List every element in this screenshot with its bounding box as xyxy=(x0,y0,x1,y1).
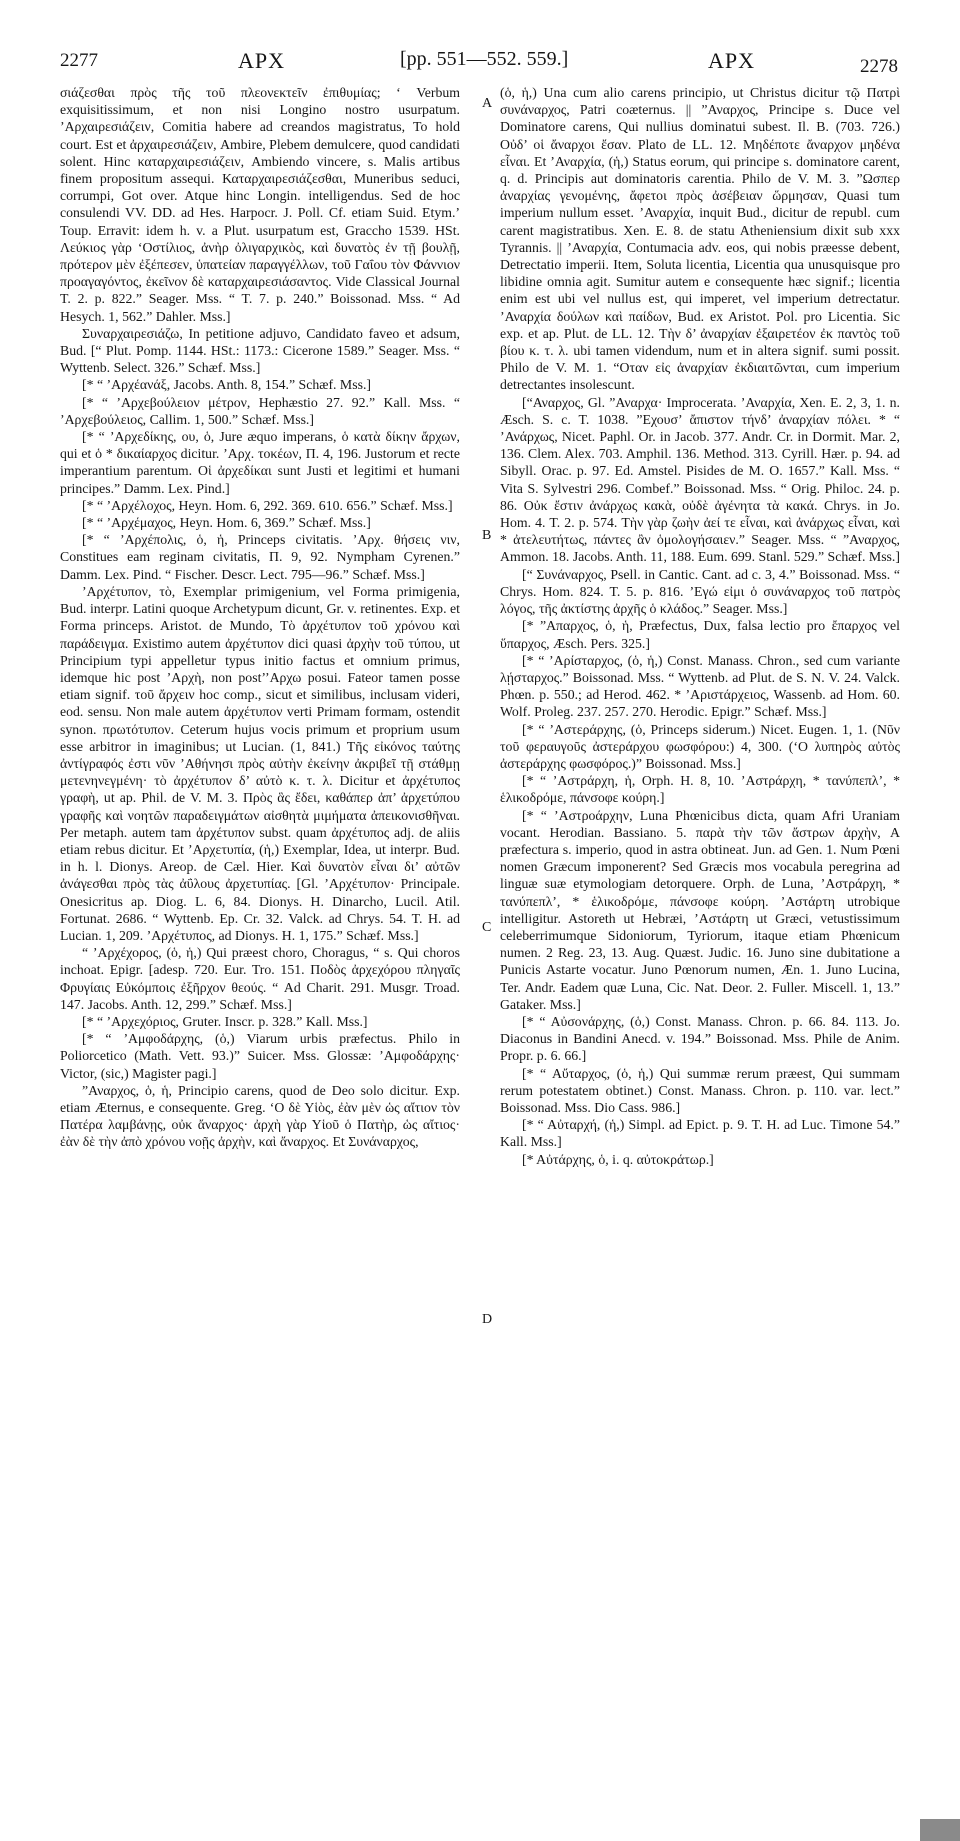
entry-paragraph: (ὁ, ἡ,) Una cum alio carens principio, ut Christus dicitur τῷ Πατρὶ συνάναρχος, Patri coæternus. || ”Αναρχος, Principe s. Duce vel Dominatore carens, Qui nullius dominatui subest. Il. B. (703. 726.) Οὐδ’ οἱ ἄναρχοι ἔσαν. Plato de LL. 12. Μηδέποτε ἄναρχον μηδένα εἶναι. Et ’Αναρχία, (ἡ,) Status eorum, qui principe s. dominatore carent, q. d. Principis aut dominatoris carentia. Philo de V. M. 3. ”Ωσπερ ἀναρχίας γενομένης, ἄφετοι πρὸς ἀσέβειαν ὥρμησαν, Quasi tum imperium nullum esset. ’Αναρχία, inquit Bud., dicitur de republ. cum carent magistratibus. Xen. E. 8. de statu Atheniensium dixit sub xxx Tyrannis. || ’Αναρχία, Contumacia adv. eos, qui nobis præesse debent, Detrectatio imperii. Item, Soluta licentia, Licentia qua unusquisque pro libidine omnia agit. Sumitur autem e consequente hæc signif.; licentia enim est ubi vel nullus est, qui imperet, vel imperium detrectatur. ’Αναρχία δούλων καὶ παίδων, Bud. ex Aristot. Pol. pro Licentia. Sic exp. et ap. Plut. de LL. 12. Τὴν δ’ ἀναρχίαν ἐξαιρετέον ἐκ παντὸς τοῦ βίου κ. τ. λ. ubi tamen videndum, num et in altera signif. sumi possit. Philo de V. M. 1. “Οταν εἰς ἀναρχίαν ἐκδιαιτῶνται, cum imperium detrectantes insolescunt. xyxy=(500,85,900,393)
entry-paragraph: [* “ ’Αρχέπολις, ὁ, ἡ, Princeps civitatis. ’Αρχ. θήσεις νιν, Constitues eam reginam civitatis, Π. 9, 92. Nympham Cyrenen.” Damm. Lex. Pind. “ Fischer. Descr. Lect. 795—96.” Schæf. Mss.] xyxy=(60,532,460,582)
entry-paragraph: [“Αναρχος, Gl. ”Αναρχα· Improcerata. ’Αναρχία, Xen. E. 2, 3, 1. n. Æsch. S. c. T. 1038. ”Εχουσ’ ἄπιστον τήνδ’ ἀναρχίαν πόλει. * “ ’Ανάρχως, Nicet. Paphl. Or. in Jacob. 377. Andr. Cr. in Dormit. Mar. 2, 136. Clem. Alex. 703. Amphil. 136. Method. 313. Cyrill. Hær. p. 94. ad Sibyll. Orac. p. 97. Ed. Amstel. Pisides de M. O. 1657.” Kall. Mss. “ Vita S. Sylvestri 296. Combef.” Boissonad. Mss. “ Orig. Philoc. 24. p. 86. Οὐκ ἔστιν ἀνάρχως κακὰ, οὐδὲ ἀγένητα τὰ κακά. Chrys. in Jo. Hom. 4. T. 2. p. 574. Τὴν γὰρ ζωὴν ἀεί τε εἶναι, καὶ ἀνάρχως εἶναι, καὶ * ἀτελευτήτως, πάντες ἂν ὁμολογήσαιεν.” Seager. Mss. “ ”Αναρχος, Ammon. 18. Jacobs. Anth. 11, 188. Eum. 699. Stanl. 529.” Schæf. Mss.] xyxy=(500,394,900,565)
entry-paragraph: [* “ ’Αστράρχη, ἡ, Orph. H. 8, 10. ’Αστράρχη, * τανύπεπλ’, * ἑλικοδρόμε, πάνσοφε κούρη.] xyxy=(500,773,900,806)
left-running-headword: ΑΡΧ xyxy=(238,48,286,73)
entry-paragraph: [* “ ’Αρχεδίκης, ου, ὁ, Jure æquo imperans, ὁ κατὰ δίκην ἄρχων, qui et ὁ * δικαίαρχος dicitur. ’Αρχ. τοκέων, Π. 4, 196. Justorum et recte imperantium parentum. Οἱ ἀρχεδίκαι sunt Justi et legitimi et humani principes.” Damm. Lex. Pind.] xyxy=(60,429,460,496)
margin-section-letter-a: A xyxy=(482,96,493,111)
entry-paragraph: [* “ ’Αρχέανάξ, Jacobs. Anth. 8, 154.” Schæf. Mss.] xyxy=(82,377,371,393)
page-range: [pp. 551—552. 559.] xyxy=(400,48,569,70)
entry-paragraph: [* “ Αὔταρχος, (ὁ, ἡ,) Qui summæ rerum præest, Qui summam rerum potestatem obtinet.) Const. Manass. Chron. p. 110. var. lect.” Boissonad. Mss. Dio Cass. 986.] xyxy=(500,1065,900,1115)
right-running-headword: ΑΡΧ xyxy=(708,48,756,73)
entry-paragraph: ’Αρχέτυπον, τὸ, Exemplar primigenium, vel Forma primigenia, Bud. interpr. Latini quoque Archetypum dicunt, Gr. v. retinentes. Exp. et Forma princeps. Aristot. de Mundo, Τὸ ἀρχέτυπον τοῦ χρόνου καὶ παράδειγμα. Existimo autem ἀρχέτυπον dici quasi ἀρχὴν τοῦ τύπου, ut Principium typi appelletur typus initio factus et omnium primus, idemque hic post ’Αρχὴ, non post’’Αρχω posui. Fateor tamen posse etiam signif. τοῦ ἄρχειν hoc comp., sicut et similibus, inclusam videri, eod. sensu. Non male autem ἀρχέτυπον verti Primam formam, ostendit synon. πρωτότυπον. Ceterum hujus vocis primum et proprium usum esse arbitror in imaginibus; ut Lucian. (1, 841.) Τῆς εἰκόνος ταύτης ἀντίγραφός ἐστι νῦν ’Αθήνησι πρὸς αὐτὴν ἐκείνην ἀκριβεῖ τῇ στάθμῃ μετενηνεγμένη· τὸ ἀρχέτυπον δ’ αὐτὸ κ. τ. λ. Dicitur et ἀρχέτυπος γραφὴ, ut ap. Phil. de V. M. 3. Πρὸς ἃς ἔδει, καθάπερ ἀπ’ ἀρχετύπου γραφῆς καὶ νοητῶν παραδειγμάτων αἰσθητὰ μιμήματα ἀπεικονισθῆναι. Per metaph. autem tam ἀρχέτυπον subst. quam ἀρχέτυπος adj. de aliis etiam rebus dicitur. Et ’Αρχετυπία, (ἡ,) Exemplar, Idea, ut interpr. Bud. in h. l. Dionys. Areop. de Cæl. Hier. Καὶ δυνατὸν εἶναι δι’ αὐτῶν ἀνάγεσθαι πρὸς τὰς ἀΰλους ἀρχετυπίας. [Gl. ’Αρχέτυπον· Principale. Onesicritus ap. Diog. L. 6, 84. Dionys. H. Dinarcho, Lucil. Atil. Fortunat. 2686. “ Wyttenb. Ep. Cr. 32. Valck. ad Chrys. 54. T. H. ad Lucian. 1, 209. ’Αρχέτυπος, ad Dionys. H. 1, 175.” Schæf. Mss.] xyxy=(60,583,460,943)
margin-section-letter-c: C xyxy=(482,920,492,935)
entry-paragraph: [* “ ’Αρχεβούλειον μέτρον, Hephæstio 27. 92.” Kall. Mss. “ ’Αρχεβούλειος, Callim. 1, 500.” Schæf. Mss.] xyxy=(60,394,460,427)
right-page-number: 2278 xyxy=(860,56,898,77)
left-page-number: 2277 xyxy=(60,50,98,71)
entry-paragraph: [* “ ’Αρχέμαχος, Heyn. Hom. 6, 369.” Schæf. Mss.] xyxy=(82,515,371,531)
right-column xyxy=(500,84,900,1829)
page-header xyxy=(0,0,960,84)
entry-paragraph: [* “ ’Αρχεχόριος, Gruter. Inscr. p. 328.” Kall. Mss.] xyxy=(82,1013,368,1029)
entry-paragraph: [“ Συνάναρχος, Psell. in Cantic. Cant. ad c. 3, 4.” Boissonad. Mss. “ Chrys. Hom. 824. T. 5. p. 816. ’Εγώ εἰμι ὁ συνάναρχος τοῦ πατρὸς λόγος, τῆς ἀκτίστης ἀρχῆς ὁ κλάδος.” Seager. Mss.] xyxy=(500,566,900,617)
scan-edge-mark xyxy=(920,1819,960,1841)
entry-paragraph: [* ”Απαρχος, ὁ, ἡ, Præfectus, Dux, falsa lectio pro ἔπαρχος vel ὕπαρχος, Æsch. Pers. 325.] xyxy=(500,618,900,651)
entry-paragraph: [* “ ’Αστροάρχην, Luna Phœnicibus dicta, quam Afri Uraniam vocant. Herodian. Bassiano. 5. παρὰ τὴν τῶν ἄστρων ἀρχὴν, A præfectura s. imperio, quod in astra obtineat. Jun. ad Gen. 1. Num Pœni nomen Græcum imponerent? Sed Græcis mos vocabula peregrina ad linguæ suæ etymologiam detorquere. Orph. de Luna, ’Αστράρχη, * τανύπεπλ’, * ἑλικοδρόμε, πάνσοφε κούρη. ’Αστάρτη utrobique intelligitur. Astoreth ut Hebræi, ’Αστάρτη ut Græci, vetustissimum celeberrimumque Sidoniorum, Tyriorum, itaque etiam Phœnicum numen. 2 Reg. 23, 13. Aug. Quæst. Judic. 16. Juno sine dubitatione a Punicis Astarte vocatur. Juno Pœnorum numen, Æn. 1. Juno Lucina, Ter. Andr. Eadem quæ Luna, Cic. Nat. Deor. 2. Fuller. Miscell. 1, 13.” Gataker. Mss.] xyxy=(500,807,900,1012)
margin-section-letter-d: D xyxy=(482,1312,493,1327)
entry-paragraph: [* “ ’Αρίσταρχος, (ὁ, ἡ,) Const. Manass. Chron., sed cum variante λῄσταρχος.” Boissonad. Mss. “ Wyttenb. ad Plut. de S. N. V. 24. Valck. Phœn. p. 550.; ad Herod. 462. * ’Αριστάρχειος, Wassenb. ad Hom. 60. Wolf. Proleg. 237. 257. 270. Herodic. Epigr.” Schæf. Mss.] xyxy=(500,652,900,720)
entry-paragraph: σιάζεσθαι πρὸς τῆς τοῦ πλεονεκτεῖν ἐπιθυμίας; ‘ Verbum exquisitissimum, et non nisi Longino nostro usurpatum. ’Αρχαιρεσιάζειν, Comitia habere ad creandos magistratus, To hold court. Est et ἀρχαιρεσιάζειν, Ambire, Plebem demulcere, quod candidati solent. Hinc καταρχαιρεσιάζειν, Ambiendo vincere, s. Malis artibus finem propositum assequi. Καταρχαιρεσιάζεσθαι, Muneribus seduci, corrumpi, Got over. Atque hinc Longin. intelligendus. Sed de hoc consulendi VV. DD. ad Hes. Harpocr. J. Poll. Cf. etiam Suid. Etym.’ Toup. Erravit: idem h. v. a Plut. usurpatum est, Graccho 1539. HSt. Λεύκιος γὰρ ‘Οστίλιος, ἀνὴρ ὀλιγαρχικὸς, καὶ δυνατὸς ἐν τῇ βουλῇ, πρότερον μὲν ἐξέπεσεν, ὑπατείαν παραγγέλλων, τοῦ Γαΐου τὸν Φάννιον προαγαγόντος, ἐκεῖνον δὲ καταρχαιρεσιάσαντος. Vide Classical Journal T. 2. p. 822.” Seager. Mss. “ T. 7. p. 240.” Boissonad. Mss. “ Ad Hesych. 1, 562.” Dahler. Mss.] xyxy=(60,85,460,324)
entry-paragraph: [* “ Αὐσονάρχης, (ὁ,) Const. Manass. Chron. p. 66. 84. 113. Jo. Diaconus in Bandini Anecd. v. 194.” Boissonad. Mss. Phile de Anim. Propr. p. 6. 66.] xyxy=(500,1013,900,1064)
entry-paragraph: Συναρχαιρεσιάζω, In petitione adjuvo, Candidato faveo et adsum, Bud. [“ Plut. Pomp. 1144. HSt.: 1173.: Cicerone 1589.” Seager. Mss. “ Wyttenb. Select. 326.” Schæf. Mss.] xyxy=(60,325,460,376)
entry-paragraph: [* “ ’Αρχέλοχος, Heyn. Hom. 6, 292. 369. 610. 656.” Schæf. Mss.] xyxy=(82,497,453,513)
entry-paragraph: [* “ Αὐταρχή, (ἡ,) Simpl. ad Epict. p. 9. T. H. ad Luc. Timone 54.” Kall. Mss.] xyxy=(500,1117,900,1150)
entry-paragraph: “ ’Αρχέχορος, (ὁ, ἡ,) Qui præest choro, Choragus, “ s. Qui choros inchoat. Epigr. [adesp. 720. Eur. Tro. 151. Ποδὸς ἀρχεχόρου πληγαῖς Φρυγίαις Εὐκόμποις ἐξῆρχον θεούς. “ Ad Charit. 291. Musgr. Troad. 147. Jacobs. Anth. 12, 299.” Schæf. Mss.] xyxy=(60,945,460,1012)
entry-paragraph: [* “ ’Αμφοδάρχης, (ὁ,) Viarum urbis præfectus. Philo in Poliorcetico (Math. Vett. 93.)” Suicer. Mss. Glossæ: ’Αμφοδάρχης· Victor, (sic,) Magister pagi.] xyxy=(60,1031,460,1081)
entry-paragraph: ”Αναρχος, ὁ, ἡ, Principio carens, quod de Deo solo dicitur. Exp. etiam Æternus, e consequente. Greg. ‘Ο δὲ Υἱὸς, ἐὰν μὲν ὡς αἴτιον τὸν Πατέρα λαμβάνῃς, οὐκ ἄναρχος· ἀρχὴ γὰρ Υἱοῦ ὁ Πατὴρ, ὡς αἴτιος· ἐὰν δὲ τὴν ἀπὸ χρόνου νοῇς ἀρχὴν, καὶ ἄναρχος. Et Συνάναρχος, xyxy=(60,1082,460,1150)
entry-paragraph: [* “ ’Αστεράρχης, (ὁ, Princeps siderum.) Nicet. Eugen. 1, 1. (Νῦν τοῦ φεραυγοῦς ἀστεράρχου φωσφόρου:) 4, 300. (‘Ο λυπηρὸς αὐτὸς ἀστεράρχης φωσφόρος.)” Boissonad. Mss.] xyxy=(500,721,900,771)
margin-section-letter-b: B xyxy=(482,528,492,543)
left-column xyxy=(60,84,460,1829)
entry-paragraph: [* Αὐτάρχης, ὁ, i. q. αὐτοκράτωρ.] xyxy=(522,1151,714,1167)
